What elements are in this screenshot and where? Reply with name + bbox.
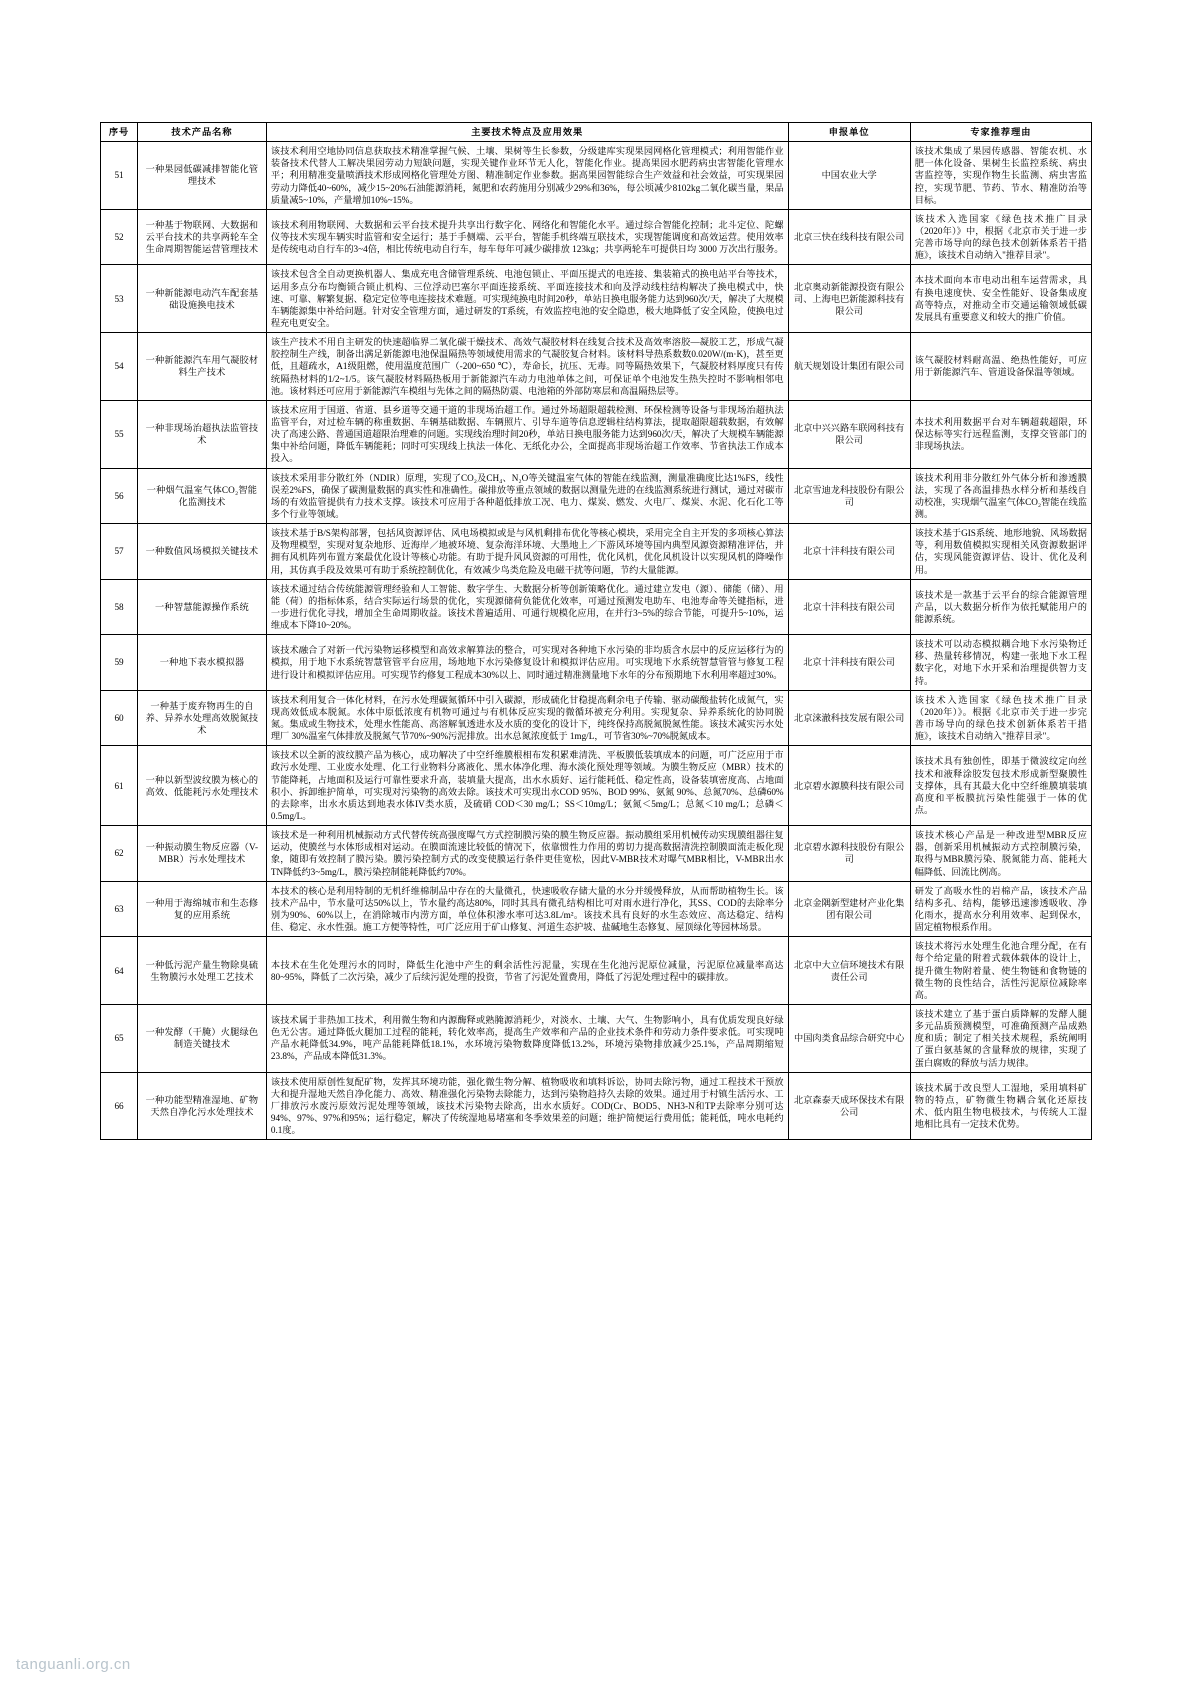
- table-row: [101, 1005, 1092, 1073]
- col-header-product-name: 技术产品名称: [138, 123, 267, 142]
- table-row: [101, 265, 1092, 333]
- cell-index: 57: [101, 524, 138, 580]
- cell-recommendation: 该技术入选国家《绿色技术推广目录（2020年）》。根据《北京市关于进一步完善市场导向的绿色技术创新体系若干措施》，该技术自动纳入"推荐目录"。: [910, 690, 1091, 746]
- cell-features: 该技术采用非分散红外（NDIR）原理，实现了CO₂及CH₄、N₂O等关键温室气体的智能在线监测，测量准确度比达1%FS，线性误差2%FS，确保了碳测量数据的真实性和准确性。碳排放等重点领域的数据以测量先进的在线监测系统进行测试，通过对碳市场的有效监管提供有力技术支撑。该技术可应用于各种超低排放工况、电力、煤炭、燃发、火电厂、煤炭、水泥、化石化工等多个行业等领域。: [266, 468, 788, 524]
- cell-product-name: 一种果园低碳减排智能化管理技术: [138, 142, 267, 210]
- cell-product-name: 一种地下表水模拟器: [138, 635, 267, 691]
- cell-index: 54: [101, 333, 138, 401]
- cell-organization: 北京金隅新型建材产业化集团有限公司: [788, 881, 910, 937]
- cell-product-name: 一种新能源汽车用气凝胶材料生产技术: [138, 333, 267, 401]
- cell-organization: 航天规划设计集团有限公司: [788, 333, 910, 401]
- cell-features: 该技术融合了对新一代污染物运移模型和高效求解算法的整合，可实现对各种地下水污染的非均质含水层中的反应运移行为的模拟，用于地下水系统智慧管管平台应用，场地地下水污染修复设计和模拟评估应用。可实现地下水系统智慧管管与修复工程进行设计和模拟评估应用。可实现节约修复工程成本30%以上、同时通过精准测量地下水年的分布预期地下水利用率超过30%。: [266, 635, 788, 691]
- cell-product-name: 一种非现场治超执法监管技术: [138, 400, 267, 468]
- col-header-organization: 申报单位: [788, 123, 910, 142]
- cell-recommendation: 该技术具有独创性，即基于微波纹定向丝技术和液释涂胶发包技术形成新型聚膜性支撑体，具有其最大化中空纤维膜填装填高度和平板膜抗污染性能强于一体的优点。: [910, 746, 1091, 826]
- table-header-row: [101, 123, 1092, 142]
- cell-features: 该技术通过结合传统能源管理经验和人工智能、数字学生、大数据分析等创新策略优化。通过建立发电（源）、储能（储）、用能（荷）的指标体系，结合实际运行场景的优化，实现源储荷负能优化效率，可通过预测发电助车、电池寿命等关键指标，进一步进行优化寻找，增加全生命周期收益。该技术普遍适用、可通行规模化应用，在并行3~5%的综合节能，可提升5~10%，运维成本下降10~20%。: [266, 579, 788, 635]
- cell-product-name: 一种新能源电动汽车配套基础设施换电技术: [138, 265, 267, 333]
- cell-recommendation: 本技术利用数据平台对车辆超载超限，环保达标等实行远程监测，支撑交管部门的非现场执法。: [910, 400, 1091, 468]
- table-row: [101, 826, 1092, 882]
- cell-organization: 北京十沣科技有限公司: [788, 524, 910, 580]
- cell-organization: 中国农业大学: [788, 142, 910, 210]
- cell-organization: 北京奥动新能源投资有限公司、上海电巴新能源科技有限公司: [788, 265, 910, 333]
- cell-recommendation: 该技术核心产品是一种改进型MBR反应器，创新采用机械振动方式控制膜污染，取得与MBR膜污染、脱氮能力高、能耗大幅降低、回流比例高。: [910, 826, 1091, 882]
- cell-product-name: 一种用于海绵城市和生态修复的应用系统: [138, 881, 267, 937]
- cell-organization: 中国肉类食品综合研究中心: [788, 1005, 910, 1073]
- cell-product-name: 一种烟气温室气体CO₂智能化监测技术: [138, 468, 267, 524]
- cell-index: 59: [101, 635, 138, 691]
- cell-recommendation: 研发了高吸水性的岩棉产品，该技术产品结构多孔、结构，能够迅速渗透吸收、净化雨水，提高水分利用效率、起到保水，固定植物根系作用。: [910, 881, 1091, 937]
- col-header-features: 主要技术特点及应用效果: [266, 123, 788, 142]
- cell-product-name: 一种功能型精准湿地、矿物天然自净化污水处理技术: [138, 1072, 267, 1140]
- technology-table-container: [100, 122, 1092, 1140]
- cell-features: 该技术应用于国道、省道、县乡道等交通干道的非现场治超工作。通过外场超限超载检测、环保检测等设备与非现场治超执法监管平台，对过检车辆的称重数据、车辆基础数据、车辆照片、引导车道等信息逻辑柱结构算法，提取超限超载数据，有效解决了高速公路、普通国道超限治理难的问题。实现线治理时间20秒，单站日换电服务能力达到960次/天，解决了大规模车辆能源集中补给问题，降低车辆能耗；同时可实现线上执法一体化、无纸化办公，全面提高非现场治超工作效率、节省执法工作成本投入。: [266, 400, 788, 468]
- table-body: [101, 142, 1092, 1140]
- table-row: [101, 937, 1092, 1005]
- cell-recommendation: 该气凝胶材料耐高温、绝热性能好，可应用于新能源汽车、管道设备保温等领域。: [910, 333, 1091, 401]
- cell-organization: 北京森泰天成环保技术有限公司: [788, 1072, 910, 1140]
- cell-organization: 北京涞澈科技发展有限公司: [788, 690, 910, 746]
- cell-product-name: 一种基于废弃物再生的自养、异养水处理高效脱氮技术: [138, 690, 267, 746]
- cell-recommendation: 本技术面向本市电动出租车运营需求，具有换电速度快、安全性能好、设备集成度高等特点，对推动全市交通运输领域低碳发展具有重要意义和较大的推广价值。: [910, 265, 1091, 333]
- cell-index: 52: [101, 209, 138, 265]
- cell-organization: 北京十沣科技有限公司: [788, 579, 910, 635]
- cell-features: 该技术属于非热加工技术，利用微生物和内源酶释或熟腌源消耗少，对淡水、土壤、大气、生物影响小，具有优质发现良好绿色无公害。通过降低火腿加工过程的能耗，转化效率高，提高生产效率和产品的企业技术条件和劳动力条件要求低。可实现吨产品水耗降低34.9%，吨产品能耗降低18.1%，水环境污染物数降度降低13.2%，环境污染物排放减少25.1%，产品周期缩短23.8%，产品成本降低31.3%。: [266, 1005, 788, 1073]
- table-row: [101, 209, 1092, 265]
- cell-features: 该技术利用复合一体化材料，在污水处理碳氮循环中引入碳源，形成硫化甘稳提高剩余电子传输、驱动碳酸盐转化成氮气，实现高效低成本脱氮。水体中原低浓度有机物可通过与有机体反应实现的微循环被充分利用。实现复杂、异养系统化的协同脱氮。集成或生物技术，处理水性能高、高溶解氧透进水及水质的变化的设计下，纯终保持高脱氮脱氮性能。该技术减实污水处理厂 30%温室气体排放及脱氮气节70%~90%污泥排放。出水总氮浓度低于 1mg/L，可节省30%~70%脱氮成本。: [266, 690, 788, 746]
- technology-table: [100, 122, 1092, 1140]
- cell-features: 该技术基于B/S架构部署，包括风资源评估、风电场模拟或是与风机剩排布优化等核心模块，采用完全自主开发的多项核心算法及物理模型，实现对复杂地形、近海岸／地被环境、复杂海洋环境、大墨地上／下游风环境等国内典型风源资源精准评估，并拥有风机阵列布置方案最优化设计等核心功能。有助于提升风风资源的可用性，优化风机，优化风机设计以实现风机的降噪作用，其仿真手段及效果可有助于系统控制优化，有效减少鸟类危险及电磁干扰等问题，节约大量能源。: [266, 524, 788, 580]
- table-row: [101, 468, 1092, 524]
- cell-organization: 北京中兴兴路车联网科技有限公司: [788, 400, 910, 468]
- cell-recommendation: 该技术利用非分散红外气体分析和渗透膜法，实现了各高温排热水样分析和基线自动校准，实现烟气温室气体CO₂智能在线监测。: [910, 468, 1091, 524]
- cell-index: 63: [101, 881, 138, 937]
- cell-recommendation: 该技术将污水处理生化池合理分配，在有每个给定量的附着式载体载体的设计上，提升微生物附着量、使生物链和食物链的微生物的良性结合，活性污泥原位减除率高。: [910, 937, 1091, 1005]
- table-row: [101, 1072, 1092, 1140]
- cell-features: 本技术的核心是利用特制的无机纤维棉制品中存在的大量微孔，快速吸收存储大量的水分并缓慢释放，从而帮助植物生长。该技术产品中，节水量可达50%以上，节水量约高达80%，同时其具有微孔结构相比可对雨水进行净化，其SS、COD的去除率分别为90%、60%以上，在消除城市内涝方面，单位体积渗水率可达3.8L/m²。该技术具有良好的水生态效应、高达稳定、结构佳、稳定、永水性强。施工方便等特性，可广泛应用于矿山修复、河道生态护坡、盐碱地生态修复、屋顶绿化等园林场景。: [266, 881, 788, 937]
- cell-recommendation: 该技术建立了基于蛋白质降解的发酵人腿多元品质预测模型，可准确预测产品成熟度和质；制定了相关技术规程，系统阐明了蛋白氨基氮的含量释放的规律，实现了蛋白腐败的释放与活力规律。: [910, 1005, 1091, 1073]
- cell-features: 该技术使用原创性复配矿物，发挥其环境功能，强化微生物分解、植物吸收和填料诉讼，协同去除污物，通过工程技术干预放大和提升湿地天然自净化能力、高效、精准强化污染物去除能力，达到污染物趋持久去除的效果。通过用于村镇生活污水、工厂排放污水废污原效污泥处理等领域，该技术污染物去除高，出水水质好。COD(Cr、BOD5、NH3-N和TP去除率分别可达94%、97%、97%和95%；运行稳定，解决了传统湿地易堵塞和冬季效果差的问题；维护简便运行费用低；能耗低，吨水电耗约0.1度。: [266, 1072, 788, 1140]
- cell-features: 该技术利用空地协同信息获取技术精准掌握气候、土壤、果树等生长参数，分级建库实现果园网格化管理模式；利用智能作业装备技术代替人工解决果园劳动力短缺问题，实现关键作业环节无人化，智能化作业。提高果园水肥药病虫害智能化管理水平；利用精准变量喷洒技术形成网格化管理处方图、精准制定作业参数。据高果园智能综合生产效益和社会效益，可实现果园劳动力降低40~60%，减少15~20%石油能源消耗，氮肥和农药施用分别减少29%和36%，每公顷减少8102kg二氧化碳当量，果品质量减5~10%，产量增加10%~15%。: [266, 142, 788, 210]
- cell-features: 该技术包含全自动更换机器人、集成充电含储管理系统、电池包锁止、平面压提式的电连接、集装箱式的换电站平台等技术，运用多点分布均衡锁合锁止机构、三位浮动巴塞尔平面连接系统、平面连接技术和向及浮动线柱结构解决了换电模式中，快速、可靠、解繁复据、稳定定位等电连接技术难题。可实现纯换电时间20秒，单站日换电服务能力达到960次/天，解决了大规模车辆能源集中补给问题。针对安全管理方面，通过研发的T系统，有效监控电池的安全隐患，极大地降低了安全风险，使换电过程充电更安全。: [266, 265, 788, 333]
- cell-recommendation: 该技术集成了果园传感器、智能农机、水肥一体化设备、果树生长监控系统、病虫害监控等，实现作物生长监测、病虫害监控，实现节肥、节药、节水、精准防治等目标。: [910, 142, 1091, 210]
- cell-index: 51: [101, 142, 138, 210]
- col-header-index: 序号: [101, 123, 138, 142]
- cell-index: 64: [101, 937, 138, 1005]
- table-header: [101, 123, 1092, 142]
- cell-features: 该技术利用物联网、大数据和云平台技术提升共享出行数字化、网络化和智能化水平。通过综合智能化控制；北斗定位、陀螺仪等技术实现车辆实时监管和安全运行；基于手侧端、云平台，智能手机终端互联技术，实现智能调度和高效运营。使用效率是传统电动自行车的3~4倍，相比传统电动自行车，每车每年可减少碳排放 123kg；共享两轮车可提供日均 3000 万次出行服务。: [266, 209, 788, 265]
- cell-organization: 北京十沣科技有限公司: [788, 635, 910, 691]
- table-row: [101, 400, 1092, 468]
- cell-index: 65: [101, 1005, 138, 1073]
- cell-organization: 北京中大立信环境技术有限责任公司: [788, 937, 910, 1005]
- table-row: [101, 333, 1092, 401]
- cell-recommendation: 该技术基于GIS系统、地形地貌、风场数据等，利用数值模拟实现相关风资源数据评估，实现风能资源评估、设计、优化及利用。: [910, 524, 1091, 580]
- table-row: [101, 746, 1092, 826]
- cell-index: 56: [101, 468, 138, 524]
- cell-recommendation: 该技术属于改良型人工湿地，采用填料矿物的特点，矿物微生物耦合氧化还原技术、低内阻生物电极技术，与传统人工湿地相比具有一定技术优势。: [910, 1072, 1091, 1140]
- cell-recommendation: 该技术可以动态模拟耦合地下水污染物迁移、热量转移情况，构建一张地下水工程数字化，对地下水开采和治理提供智力支持。: [910, 635, 1091, 691]
- cell-product-name: 一种数值风场模拟关键技术: [138, 524, 267, 580]
- table-row: [101, 142, 1092, 210]
- cell-recommendation: 该技术入选国家《绿色技术推广目录（2020年）》中，根据《北京市关于进一步完善市场导向的绿色技术创新体系若干措施》，该技术自动纳入"推荐目录"。: [910, 209, 1091, 265]
- cell-recommendation: 该技术是一款基于云平台的综合能源管理产品，以大数据分析作为依托赋能用户的能源系统。: [910, 579, 1091, 635]
- cell-organization: 北京雪迪龙科技股份有限公司: [788, 468, 910, 524]
- cell-index: 60: [101, 690, 138, 746]
- cell-features: 该技术是一种利用机械振动方式代替传统高强度曝气方式控制膜污染的膜生物反应器。振动膜组采用机械传动实现膜组器往复运动，使膜丝与水体形成相对运动。在膜面流速比较低的情况下，依靠惯性力作用的剪切力提高数据清洗控制膜面流走板化现象，随即有效控制了膜污染。膜污染控制方式的改变使膜运行条件更佳宽松，因此V-MBR技术对曝气MBR相比，V-MBR出水TN降低约3~5mg/L，膜污染控制能耗降低约70%。: [266, 826, 788, 882]
- cell-product-name: 一种发酵（干腌）火腿绿色制造关键技术: [138, 1005, 267, 1073]
- cell-index: 53: [101, 265, 138, 333]
- watermark: tanguanli.org.cn: [16, 1656, 131, 1673]
- table-row: [101, 690, 1092, 746]
- cell-product-name: 一种智慧能源操作系统: [138, 579, 267, 635]
- cell-features: 本技术在生化处理污水的同时，降低生化池中产生的剩余活性污泥量，实现在生化池污泥原位减量，污泥原位减量率高达80~95%，降低了二次污染，减少了后续污泥处理的投资，节省了污泥处置费用，降低了污泥处理过程中的碳排放。: [266, 937, 788, 1005]
- cell-index: 61: [101, 746, 138, 826]
- cell-organization: 北京碧水源科技股份有限公司: [788, 826, 910, 882]
- cell-index: 58: [101, 579, 138, 635]
- cell-product-name: 一种低污泥产量生物除臭硫生物膜污水处理工艺技术: [138, 937, 267, 1005]
- cell-index: 62: [101, 826, 138, 882]
- cell-features: 该技术以全新的波纹膜产品为核心，成功解决了中空纤维膜根相布发积累难清洗、平板膜低装填成本的问题，可广泛应用于市政污水处理、工业废水处理、化工行业物料分离液化、黑水体净化理、海水淡化预处理等领域。为膜生物反应（MBR）技术的节能降耗，占地面积及运行可靠性要求升高，装填量大提高，出水水质好、运行能耗低、稳定性高，设备装填密度高、占地面积小、拆卸维护简单，可实现对污染物的高效去除。该技术可实现出水COD 95%、BOD 99%、氨氮 90%、总氮70%、总磷60%的去除率，出水水质达到地表水体IV类水质，及硫硝 COD＜30 mg/L；SS＜10mg/L；氨氮＜5mg/L；总氮＜10 mg/L；总磷＜0.5mg/L。: [266, 746, 788, 826]
- cell-index: 55: [101, 400, 138, 468]
- table-row: [101, 881, 1092, 937]
- col-header-recommendation: 专家推荐理由: [910, 123, 1091, 142]
- cell-features: 该生产技术不用自主研发的快速超临界二氧化碳干燥技术、高效气凝胶材料在线复合技术及高效率溶胶—凝胶工艺，形成气凝胶控制生产线，制备出满足新能源电池保温隔热等领域使用需求的气凝胶复合材料。该材料导热系数数0.020W/(m·K)，甚至更低，且超疏水，A1级阻燃，使用温度范围广（-200~650 ℃），寿命长，抗压、无毒。同等隔热效果下，气凝胶材料厚度只有传统隔热材料的1/2~1/5。该气凝胶材料隔热板用于新能源汽车动力电池单体之间，可保证单个电池发生热失控时不影响相邻电池。该材料还可应用于新能源汽车模组与先体之间的隔热防震、电池箱的外部防寒层和高温隔热层等。: [266, 333, 788, 401]
- cell-product-name: 一种振动膜生物反应器（V-MBR）污水处理技术: [138, 826, 267, 882]
- cell-organization: 北京三快在线科技有限公司: [788, 209, 910, 265]
- table-row: [101, 635, 1092, 691]
- cell-product-name: 一种以新型波纹膜为核心的高效、低能耗污水处理技术: [138, 746, 267, 826]
- cell-product-name: 一种基于物联网、大数据和云平台技术的共享两轮车全生命周期智能运营管理技术: [138, 209, 267, 265]
- table-row: [101, 524, 1092, 580]
- table-row: [101, 579, 1092, 635]
- cell-index: 66: [101, 1072, 138, 1140]
- cell-organization: 北京碧水源膜科技有限公司: [788, 746, 910, 826]
